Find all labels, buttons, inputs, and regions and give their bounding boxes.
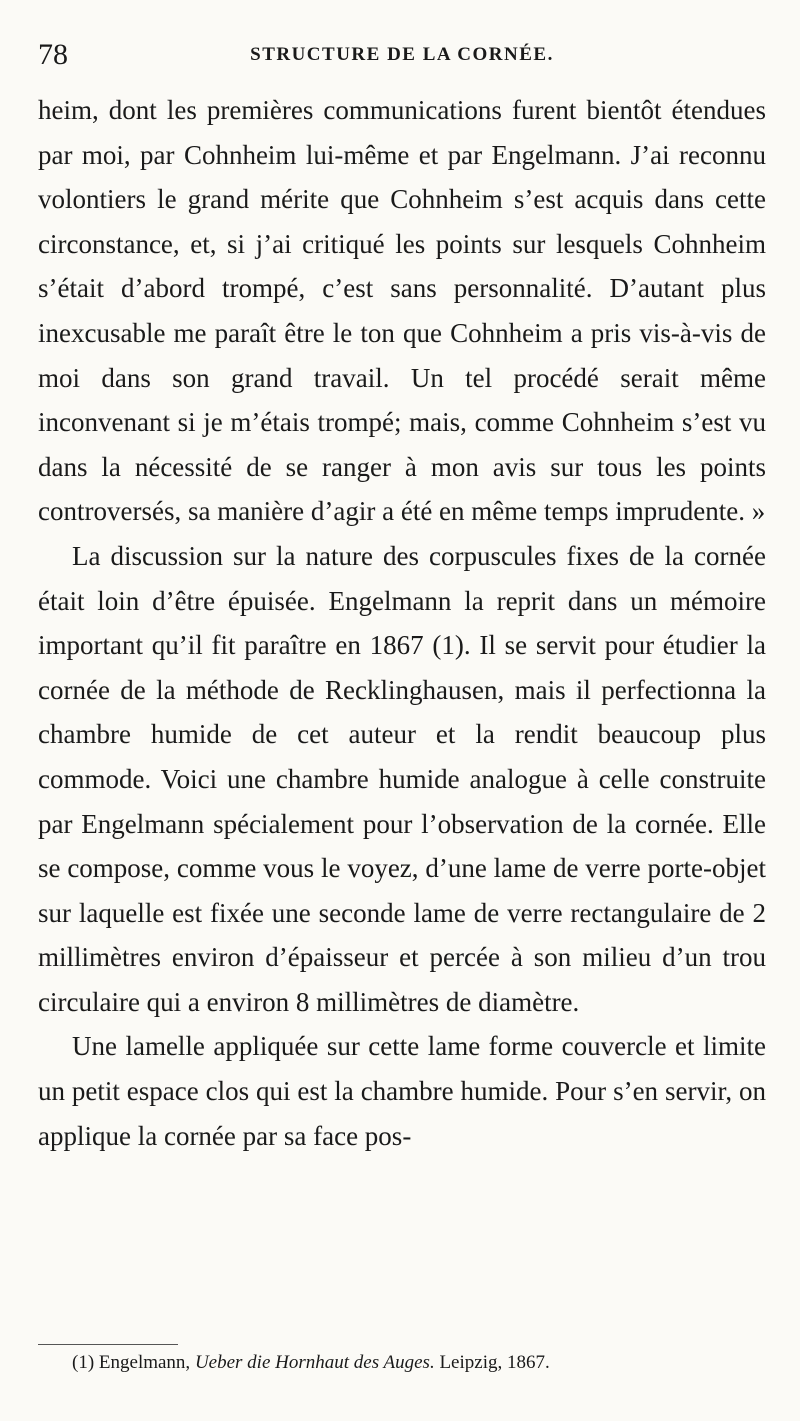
paragraph-continued: heim, dont les premières communications furent bientôt étendues par moi, par Cohnheim lui-même et par Engelmann. J’ai reconnu volontiers le grand mérite que Cohnheim s’est acquis dans cette circonstance, et, si j’ai critiqué les points sur lesquels Cohnheim s’était d’abord trompé, c’est sans personnalité. D’autant plus inexcusable me paraît être le ton que Cohnheim a pris vis-à-vis de moi dans son grand travail. Un tel procédé serait même inconvenant si je m’étais trompé; mais, comme Cohnheim s’est vu dans la nécessité de se ranger à mon avis sur tous les points controversés, sa manière d’agir a été en même temps imprudente. » — [38, 95, 766, 527]
footnote-marker: (1) — [72, 1352, 95, 1373]
running-head — [38, 36, 766, 84]
paragraph: La discussion sur la nature des corpuscules fixes de la cornée était loin d’être épuisée. Engelmann la reprit dans un mémoire important qu’il fit paraître en 1867 (1). Il se servit pour étudier la cornée de la méthode de Recklinghausen, mais il perfectionna la chambre humide de cet auteur et la rendit beaucoup plus commode. Voici une chambre humide analogue à celle construite par Engelmann spécialement pour l’observation de la cornée. Elle se compose, comme vous le voyez, d’une lame de verre porte-objet sur laquelle est fixée une seconde lame de verre rectangulaire de 2 millimètres environ d’épaisseur et percée à son milieu d’un trou circulaire qui a environ 8 millimètres de diamètre. — [38, 540, 766, 1017]
page-number: 78 — [38, 38, 68, 71]
body-text — [38, 88, 766, 1158]
running-title: STRUCTURE DE LA CORNÉE. — [250, 44, 554, 65]
footnote-title: Ueber die Hornhaut des Auges. — [194, 1352, 435, 1373]
paragraph: Une lamelle appliquée sur cette lame forme couvercle et limite un petit espace clos qui est la chambre humide. Pour s’en servir, on applique la cornée par sa face pos- — [38, 1031, 766, 1151]
footnote-rule — [38, 1344, 178, 1345]
footnote-author: Engelmann, — [98, 1352, 191, 1373]
footnote — [72, 1352, 550, 1374]
footnote-place-date: Leipzig, 1867. — [439, 1352, 550, 1373]
